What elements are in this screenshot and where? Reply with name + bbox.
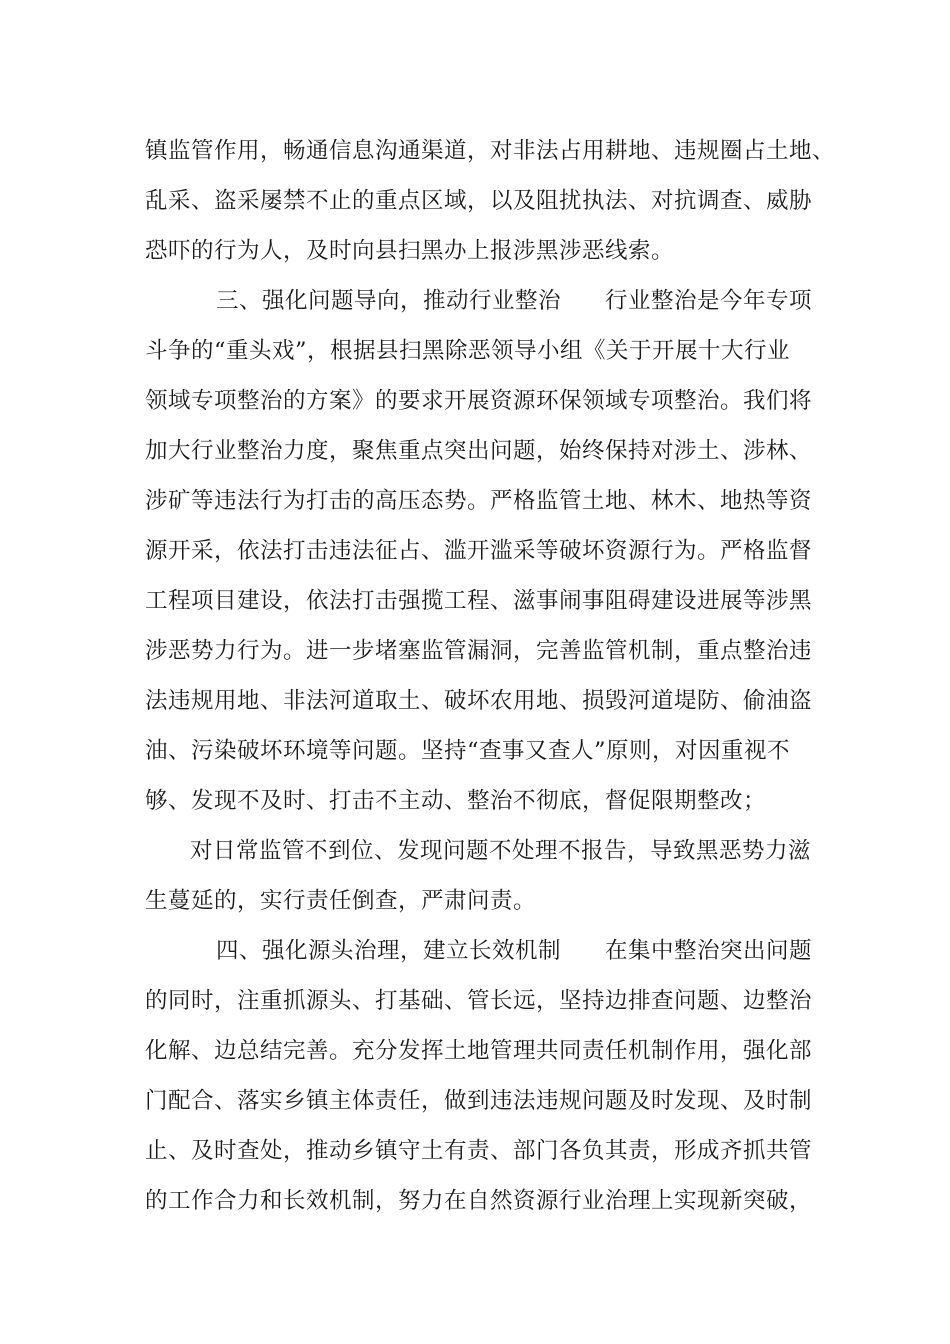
section-3-heading: 三、强化问题导向，推动行业整治 — [216, 288, 562, 314]
body-text-line: 生蔓延的，实行责任倒查，严肃问责。 — [145, 888, 537, 914]
body-text-line: 油、污染破坏环境等问题。坚持“查事又查人”原则，对因重视不 — [145, 738, 791, 764]
body-text-line: 涉矿等违法行为打击的高压态势。严格监管土地、林木、地热等资 — [145, 488, 813, 514]
body-text-line: 够、发现不及时、打击不主动、整治不彻底，督促限期整改； — [145, 788, 767, 814]
body-text-line: 镇监管作用，畅通信息沟通渠道，对非法占用耕地、违规圈占土地、 — [145, 138, 836, 164]
body-text-line: 的同时，注重抓源头、打基础、管长远，坚持边排查问题、边整治 — [145, 988, 813, 1014]
body-text-line: 源开采，依法打击违法征占、滥开滥采等破坏资源行为。严格监督 — [145, 538, 813, 564]
body-text-line: 的工作合力和长效机制，努力在自然资源行业治理上实现新突破， — [145, 1188, 813, 1214]
body-text-line: 恐吓的行为人，及时向县扫黑办上报涉黑涉恶线索。 — [145, 238, 675, 264]
section-3-first-line — [216, 287, 812, 315]
body-text-line: 化解、边总结完善。充分发挥土地管理共同责任机制作用，强化部 — [145, 1038, 813, 1064]
paragraph-first-line: 对日常监管不到位、发现问题不处理不报告，导致黑恶势力滋 — [190, 838, 812, 864]
section-4-text-start: 在集中整治突出问题 — [605, 938, 813, 964]
body-text-line: 工程项目建设，依法打击强揽工程、滋事闹事阻碍建设进展等涉黑 — [145, 588, 813, 614]
body-text-line: 门配合、落实乡镇主体责任，做到违法违规问题及时发现、及时制 — [145, 1088, 813, 1114]
body-text-line: 法违规用地、非法河道取土、破坏农用地、损毁河道堤防、偷油盗 — [145, 688, 813, 714]
body-text-line: 止、及时查处，推动乡镇守土有责、部门各负其责，形成齐抓共管 — [145, 1138, 813, 1164]
body-text-line: 领域专项整治的方案》的要求开展资源环保领域专项整治。我们将 — [145, 388, 813, 414]
section-3-text-start: 行业整治是今年专项 — [605, 288, 813, 314]
section-4-heading: 四、强化源头治理，建立长效机制 — [216, 938, 562, 964]
body-text-line: 乱采、盗采屡禁不止的重点区域，以及阻扰执法、对抗调查、威胁 — [145, 188, 813, 214]
section-4-first-line — [216, 937, 812, 965]
body-text-line: 涉恶势力行为。进一步堵塞监管漏洞，完善监管机制，重点整治违 — [145, 638, 813, 664]
body-text-line: 斗争的“重头戏”，根据县扫黑除恶领导小组《关于开展十大行业 — [145, 338, 791, 364]
body-text-line: 加大行业整治力度，聚焦重点突出问题，始终保持对涉土、涉林、 — [145, 438, 813, 464]
